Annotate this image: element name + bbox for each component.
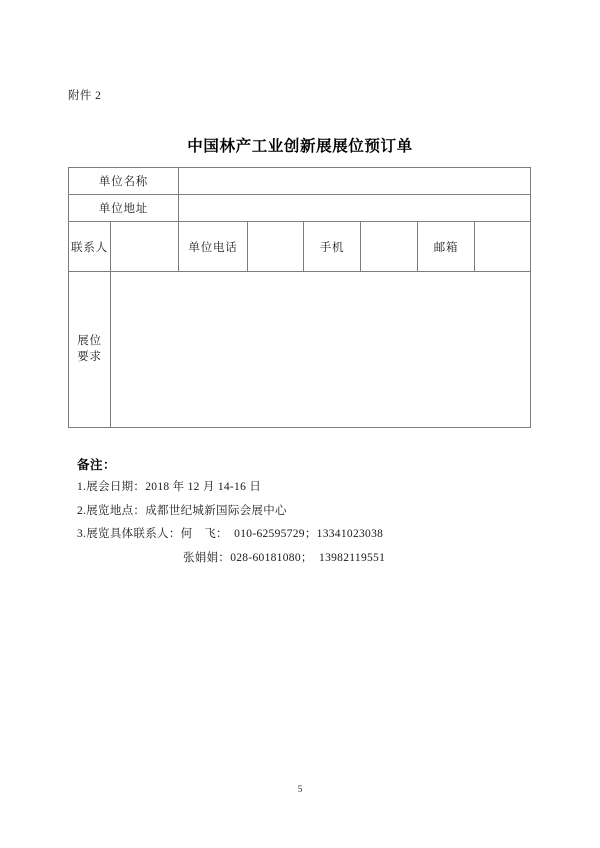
company-phone-label: 单位电话 [179,222,248,272]
note-item-contact-secondary: 张娟娟：028-60181080； 13982119551 [183,551,386,564]
page-number: 5 [297,785,303,795]
company-name-label: 单位名称 [69,168,179,195]
table-row-company-address [69,195,531,222]
table-row-company-name [69,168,531,195]
table-row-contact [69,222,531,272]
company-address-value[interactable] [179,195,531,222]
note-item-contact-primary: 3.展览具体联系人：何 飞： 010-62595729；13341023038 [77,528,384,540]
attachment-label: 附件 2 [68,90,102,102]
mobile-label: 手机 [304,222,361,272]
email-value[interactable] [475,222,531,272]
contact-person-value[interactable] [111,222,179,272]
mobile-value[interactable] [361,222,418,272]
booth-requirement-label [69,272,111,428]
notes-heading: 备注： [77,458,117,472]
booth-reservation-table [68,167,531,428]
booth-requirement-label-line1: 展位 [77,334,102,347]
note-item-exhibition-date: 1.展会日期：2018 年 12 月 14-16 日 [77,481,262,493]
page-title: 中国林产工业创新展展位预订单 [187,138,413,155]
notes-section [77,455,547,576]
note-item-exhibition-venue: 2.展览地点：成都世纪城新国际会展中心 [77,504,287,517]
booth-requirement-value[interactable] [111,272,531,428]
booth-requirement-label-line2: 要求 [77,350,102,363]
company-phone-value[interactable] [248,222,304,272]
company-name-value[interactable] [179,168,531,195]
table-row-booth-requirements [69,272,531,428]
company-address-label: 单位地址 [69,195,179,222]
email-label: 邮箱 [418,222,475,272]
contact-person-label: 联系人 [69,222,111,272]
